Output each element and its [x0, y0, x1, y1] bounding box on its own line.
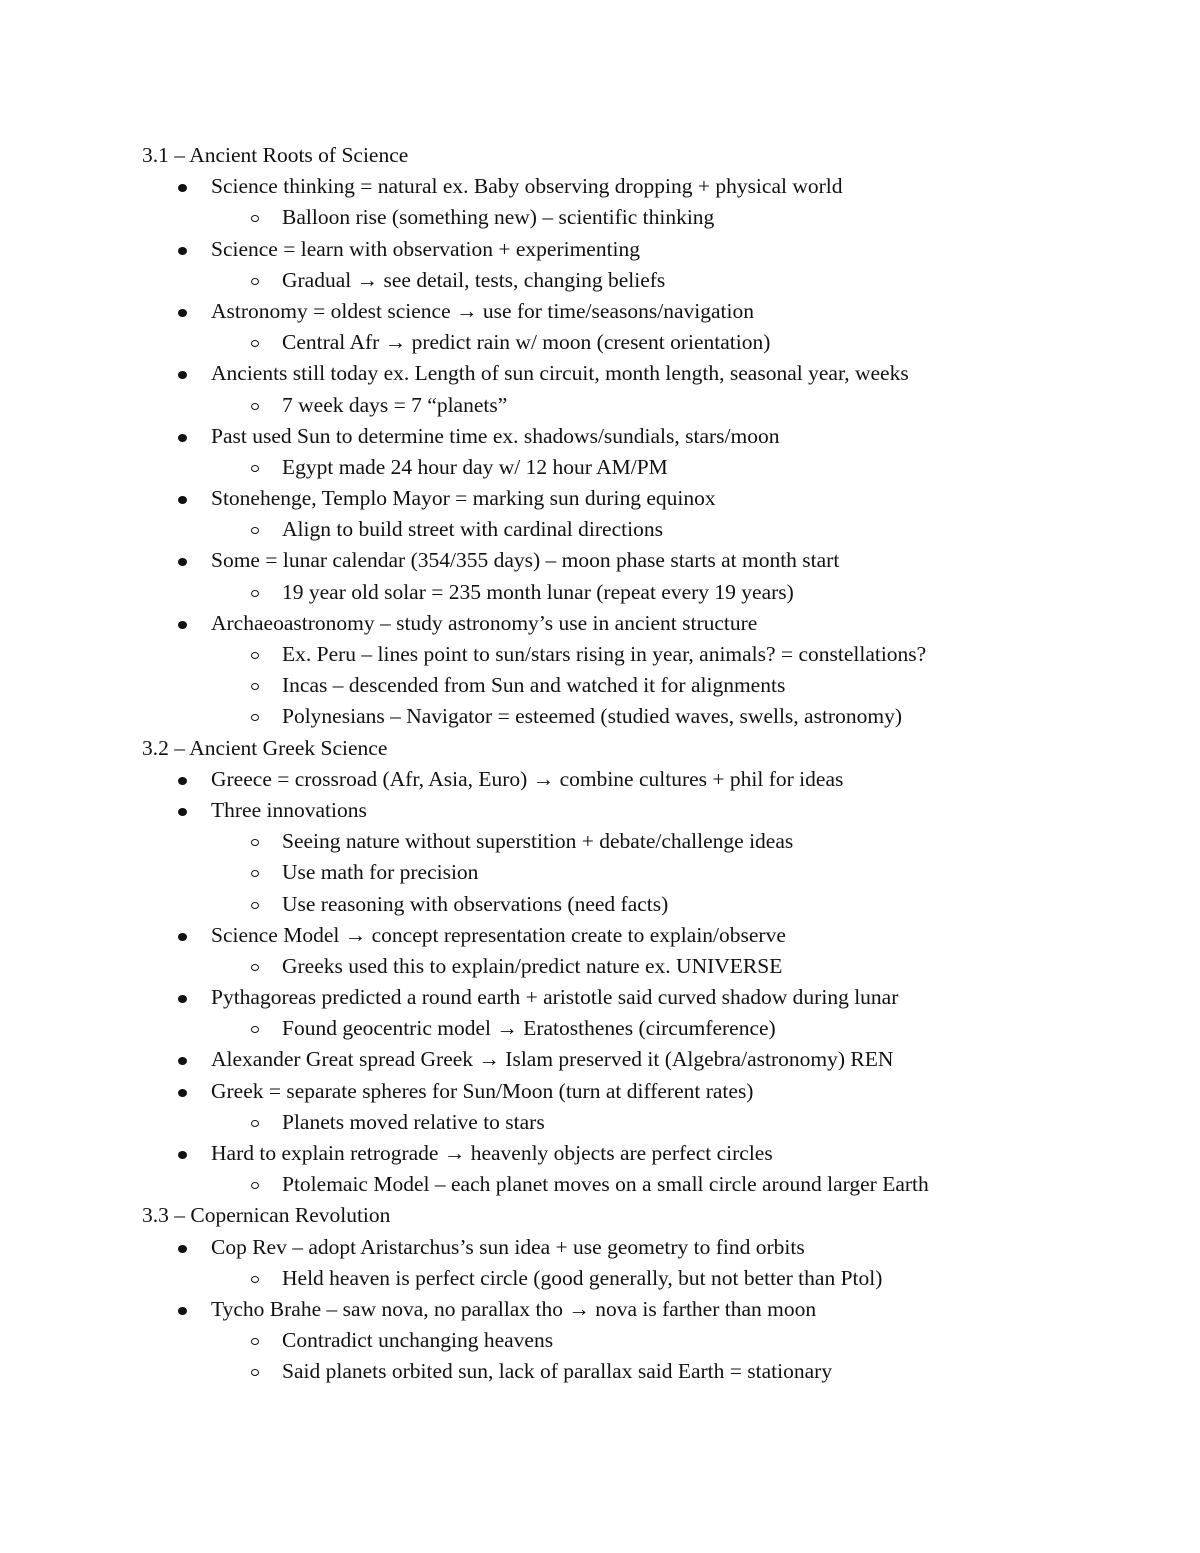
bullet-text: Greek = separate spheres for Sun/Moon (turn at different rates) — [211, 1078, 754, 1103]
bullet-item — [142, 1044, 1142, 1075]
sub-bullet-text: Use math for precision — [282, 860, 479, 885]
bullet-item — [142, 795, 1142, 826]
hollow-bullet-icon — [249, 327, 263, 358]
bullet-item — [142, 234, 1142, 265]
sub-bullet-item — [142, 577, 1142, 608]
hollow-bullet-icon — [249, 857, 263, 888]
sub-bullet-item — [142, 670, 1142, 701]
sub-bullet-text: Gradual → see detail, tests, changing beliefs — [282, 267, 666, 292]
bullet-item — [142, 764, 1142, 795]
sub-bullet-text: Seeing nature without superstition + debate/challenge ideas — [282, 829, 794, 854]
sub-bullet-text: Said planets orbited sun, lack of parallax said Earth = stationary — [282, 1359, 833, 1384]
hollow-bullet-icon — [249, 1169, 263, 1200]
sub-bullet-text: Polynesians – Navigator = esteemed (studied waves, swells, astronomy) — [282, 704, 902, 729]
hollow-bullet-icon — [249, 701, 263, 732]
sub-bullet-text: Egypt made 24 hour day w/ 12 hour AM/PM — [282, 454, 668, 479]
bullet-item — [142, 296, 1142, 327]
bullet-item — [142, 1232, 1142, 1263]
bullet-text: Astronomy = oldest science → use for time/seasons/navigation — [211, 298, 754, 323]
bullet-text: Science Model → concept representation create to explain/observe — [211, 922, 786, 947]
bullet-item — [142, 545, 1142, 576]
filled-bullet-icon — [176, 1294, 188, 1325]
bullet-item — [142, 171, 1142, 202]
hollow-bullet-icon — [249, 1013, 263, 1044]
hollow-bullet-icon — [249, 951, 263, 982]
sub-bullet-item — [142, 265, 1142, 296]
bullet-text: Archaeoastronomy – study astronomy’s use in ancient structure — [211, 610, 758, 635]
hollow-bullet-icon — [249, 1356, 263, 1387]
sub-bullet-text: 7 week days = 7 “planets” — [282, 392, 508, 417]
sub-bullet-text: Contradict unchanging heavens — [282, 1328, 554, 1353]
sub-bullet-text: Planets moved relative to stars — [282, 1109, 545, 1134]
bullet-text: Alexander Great spread Greek → Islam preserved it (Algebra/astronomy) REN — [211, 1047, 894, 1072]
sub-bullet-text: Use reasoning with observations (need facts) — [282, 891, 669, 916]
sub-bullet-item — [142, 1263, 1142, 1294]
bullet-text: Hard to explain retrograde → heavenly objects are perfect circles — [211, 1141, 773, 1165]
filled-bullet-icon — [176, 1076, 188, 1107]
bullet-item — [142, 1138, 1142, 1169]
section-heading: 3.1 – Ancient Roots of Science — [142, 143, 409, 167]
filled-bullet-icon — [176, 1138, 188, 1169]
hollow-bullet-icon — [249, 826, 263, 857]
hollow-bullet-icon — [249, 390, 263, 421]
section-heading: 3.2 – Ancient Greek Science — [142, 735, 388, 760]
filled-bullet-icon — [176, 234, 188, 265]
bullet-text: Past used Sun to determine time ex. shadows/sundials, stars/moon — [211, 423, 780, 448]
filled-bullet-icon — [176, 1044, 188, 1075]
hollow-bullet-icon — [249, 514, 263, 545]
sub-bullet-item — [142, 1107, 1142, 1138]
bullet-text: Ancients still today ex. Length of sun circuit, month length, seasonal year, weeks — [211, 361, 909, 386]
sub-bullet-text: Found geocentric model → Eratosthenes (circumference) — [282, 1016, 776, 1041]
hollow-bullet-icon — [249, 265, 263, 296]
sub-bullet-text: Ex. Peru – lines point to sun/stars rising in year, animals? = constellations? — [282, 642, 927, 666]
filled-bullet-icon — [176, 483, 188, 514]
hollow-bullet-icon — [249, 670, 263, 701]
sub-bullet-item — [142, 1013, 1142, 1044]
sub-bullet-item — [142, 514, 1142, 545]
filled-bullet-icon — [176, 421, 188, 452]
sub-bullet-item — [142, 327, 1142, 358]
sub-bullet-item — [142, 390, 1142, 421]
sub-bullet-item — [142, 889, 1142, 920]
filled-bullet-icon — [176, 608, 188, 639]
hollow-bullet-icon — [249, 577, 263, 608]
bullet-text: Greece = crossroad (Afr, Asia, Euro) → combine cultures + phil for ideas — [211, 766, 844, 791]
filled-bullet-icon — [176, 171, 188, 202]
sub-bullet-text: Central Afr → predict rain w/ moon (cresent orientation) — [282, 330, 771, 355]
sub-bullet-text: Greeks used this to explain/predict nature ex. UNIVERSE — [282, 953, 783, 978]
bullet-text: Some = lunar calendar (354/355 days) – moon phase starts at month start — [211, 548, 840, 573]
sub-bullet-item — [142, 452, 1142, 483]
bullet-item — [142, 982, 1142, 1013]
filled-bullet-icon — [176, 1232, 188, 1263]
hollow-bullet-icon — [249, 889, 263, 920]
filled-bullet-icon — [176, 358, 188, 389]
hollow-bullet-icon — [249, 452, 263, 483]
hollow-bullet-icon — [249, 1325, 263, 1356]
sub-bullet-item — [142, 951, 1142, 982]
bullet-text: Cop Rev – adopt Aristarchus’s sun idea + use geometry to find orbits — [211, 1234, 805, 1259]
bullet-text: Science = learn with observation + experimenting — [211, 236, 641, 261]
bullet-item — [142, 421, 1142, 452]
hollow-bullet-icon — [249, 1107, 263, 1138]
sub-bullet-text: Held heaven is perfect circle (good generally, but not better than Ptol) — [282, 1265, 883, 1290]
bullet-text: Tycho Brahe – saw nova, no parallax tho → nova is farther than moon — [211, 1296, 817, 1321]
bullet-text: Science thinking = natural ex. Baby observing dropping + physical world — [211, 174, 843, 199]
bullet-text: Three innovations — [211, 797, 367, 822]
filled-bullet-icon — [176, 764, 188, 795]
bullet-text: Pythagoreas predicted a round earth + aristotle said curved shadow during lunar — [211, 985, 899, 1010]
sub-bullet-text: Balloon rise (something new) – scientific thinking — [282, 205, 715, 230]
sub-bullet-text: Align to build street with cardinal directions — [282, 517, 663, 542]
bullet-item — [142, 358, 1142, 389]
hollow-bullet-icon — [249, 1263, 263, 1294]
section-heading: 3.3 – Copernican Revolution — [142, 1203, 391, 1228]
hollow-bullet-icon — [249, 202, 263, 233]
sub-bullet-item — [142, 202, 1142, 233]
hollow-bullet-icon — [249, 639, 263, 670]
bullet-item — [142, 608, 1142, 639]
sub-bullet-text: Incas – descended from Sun and watched it for alignments — [282, 673, 786, 698]
filled-bullet-icon — [176, 296, 188, 327]
bullet-item — [142, 483, 1142, 514]
sub-bullet-text: Ptolemaic Model – each planet moves on a small circle around larger Earth — [282, 1172, 929, 1197]
filled-bullet-icon — [176, 795, 188, 826]
bullet-item — [142, 920, 1142, 951]
sub-bullet-item — [142, 826, 1142, 857]
bullet-item — [142, 1294, 1142, 1325]
filled-bullet-icon — [176, 545, 188, 576]
sub-bullet-item — [142, 1325, 1142, 1356]
sub-bullet-text: 19 year old solar = 235 month lunar (repeat every 19 years) — [282, 579, 794, 604]
sub-bullet-item — [142, 639, 1142, 670]
sub-bullet-item — [142, 857, 1142, 888]
sub-bullet-item — [142, 701, 1142, 732]
sub-bullet-item — [142, 1169, 1142, 1200]
filled-bullet-icon — [176, 982, 188, 1013]
filled-bullet-icon — [176, 920, 188, 951]
sub-bullet-item — [142, 1356, 1142, 1387]
notes-outline — [142, 140, 1142, 1388]
bullet-item — [142, 1076, 1142, 1107]
bullet-text: Stonehenge, Templo Mayor = marking sun during equinox — [211, 486, 716, 511]
